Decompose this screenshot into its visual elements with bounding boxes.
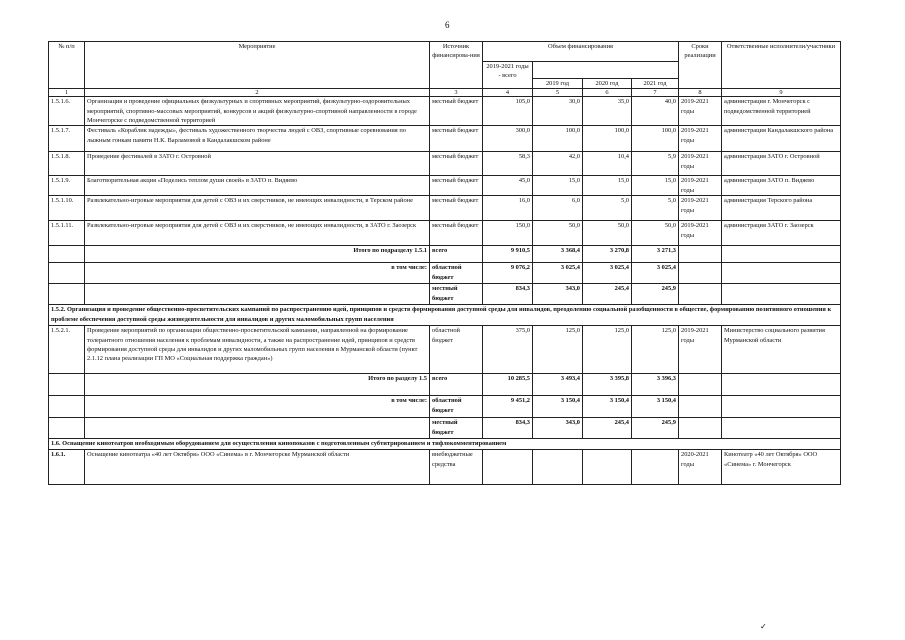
row-num: 1.5.1.7. (49, 126, 85, 152)
header-source: Источник финансирова-ния (430, 42, 483, 89)
table-row (49, 221, 841, 246)
row-responsible: администрация Терского района (722, 196, 841, 221)
header-num: № п/п (49, 42, 85, 89)
check-mark: ✓ (760, 622, 767, 631)
header-year-2021: 2021 год (632, 79, 679, 89)
table-row (49, 126, 841, 152)
row-responsible: Министерство социального развития Мурманской области (722, 326, 841, 374)
row-num: 1.5.1.6. (49, 97, 85, 126)
row-event: Развлекательно-игровые мероприятия для детей с ОВЗ и их сверстников, не имеющих инвалидности, в ЗАТО г. Заозерск (85, 221, 430, 246)
subtotal-label: Итого по разделу 1.5 (85, 374, 430, 396)
row-2021: 5,0 (632, 196, 679, 221)
table-row (49, 176, 841, 196)
row-2021: 125,0 (632, 326, 679, 374)
subtotal-local-row: местный бюджет 834,3 343,0 245,4 245,9 (49, 284, 841, 305)
including-label: в том числе: (85, 396, 430, 418)
row-responsible: администрация г. Мончегорск с подведомственной территорией (722, 97, 841, 126)
row-terms: 2019-2021 годы (679, 196, 722, 221)
row-2020 (583, 450, 632, 485)
row-2020: 15,0 (583, 176, 632, 196)
including-label: в том числе: (85, 263, 430, 284)
row-2019 (533, 450, 583, 485)
row-total: 105,0 (483, 97, 533, 126)
row-terms: 2019-2021 годы (679, 97, 722, 126)
row-event: Организация и проведение официальных физкультурных и спортивных мероприятий, физкультурно-оздоровительных мероприятий, спортивно-массовых мероприятий, конкурсов и акций физкультурно-спортивной направленности в городе Мончегорске с подведомственной территорией (85, 97, 430, 126)
row-num: 1.5.1.9. (49, 176, 85, 196)
header-volume: Объем финансирования (483, 42, 679, 62)
row-event: Оснащение кинотеатра «40 лет Октября» ООО «Синема» в г. Мончегорске Мурманской области (85, 450, 430, 485)
header-event: Мероприятие (85, 42, 430, 89)
row-total: 300,0 (483, 126, 533, 152)
row-2020: 100,0 (583, 126, 632, 152)
row-event: Благотворительная акция «Поделись теплом души своей» в ЗАТО п. Видяево (85, 176, 430, 196)
row-terms: 2019-2021 годы (679, 126, 722, 152)
row-responsible: администрация ЗАТО г. Заозерск (722, 221, 841, 246)
row-2020: 125,0 (583, 326, 632, 374)
header-responsible: Ответственные исполнители/участники (722, 42, 841, 89)
row-2021: 15,0 (632, 176, 679, 196)
column-index-row: 1 2 3 4 5 6 7 8 9 (49, 89, 841, 97)
row-2021: 50,0 (632, 221, 679, 246)
subtotal-regional-row: в том числе: областной бюджет 9 076,2 3 025,4 3 025,4 3 025,4 (49, 263, 841, 284)
row-2019: 15,0 (533, 176, 583, 196)
row-source: местный бюджет (430, 97, 483, 126)
row-2019: 30,0 (533, 97, 583, 126)
row-num: 1.5.1.8. (49, 152, 85, 176)
row-source: местный бюджет (430, 221, 483, 246)
row-event: Развлекательно-игровые мероприятия для детей с ОВЗ и их сверстников, не имеющих инвалидности, в Терском районе (85, 196, 430, 221)
row-2020: 10,4 (583, 152, 632, 176)
row-2021: 5,9 (632, 152, 679, 176)
header-year-2019: 2019 год (533, 79, 583, 89)
row-terms: 2020-2021 годы (679, 450, 722, 485)
row-terms: 2019-2021 годы (679, 176, 722, 196)
subtotal-local-row: местный бюджет 834,3 343,0 245,4 245,9 (49, 418, 841, 439)
subtotal-row: Итого по разделу 1.5 всего 10 285,5 3 493,4 3 395,8 3 396,3 (49, 374, 841, 396)
row-event: Фестиваль «Кораблик надежды», фестиваль художественного творчества людей с ОВЗ, спортивные соревнования по лыжным гонкам памяти Н.К. Варламовой в Кандалакшском районе (85, 126, 430, 152)
row-source: областной бюджет (430, 326, 483, 374)
row-terms: 2019-2021 годы (679, 326, 722, 374)
row-source: местный бюджет (430, 126, 483, 152)
row-source: внебюджетные средства (430, 450, 483, 485)
table-row (49, 450, 841, 485)
row-2019: 100,0 (533, 126, 583, 152)
row-total (483, 450, 533, 485)
row-2020: 5,0 (583, 196, 632, 221)
table-row (49, 152, 841, 176)
row-total: 58,3 (483, 152, 533, 176)
row-terms: 2019-2021 годы (679, 221, 722, 246)
page-number: 6 (445, 20, 450, 30)
row-2020: 50,0 (583, 221, 632, 246)
row-responsible: администрация ЗАТО п. Видяево (722, 176, 841, 196)
row-source: местный бюджет (430, 196, 483, 221)
row-num: 1.5.2.1. (49, 326, 85, 374)
row-responsible: Кинотеатр «40 лет Октября» ООО «Синема» г. Мончегорск (722, 450, 841, 485)
subtotal-regional-row: в том числе: областной бюджет 9 451,2 3 150,4 3 150,4 3 150,4 (49, 396, 841, 418)
row-2019: 6,0 (533, 196, 583, 221)
row-num: 1.5.1.11. (49, 221, 85, 246)
table-row (49, 326, 841, 374)
row-2019: 50,0 (533, 221, 583, 246)
header-year-2020: 2020 год (583, 79, 632, 89)
financing-table (48, 41, 841, 485)
row-2020: 35,0 (583, 97, 632, 126)
row-event: Проведение фестивалей в ЗАТО г. Островной (85, 152, 430, 176)
header-terms: Сроки реализации (679, 42, 722, 89)
row-total: 45,0 (483, 176, 533, 196)
row-total: 375,0 (483, 326, 533, 374)
row-total: 150,0 (483, 221, 533, 246)
table-row (49, 196, 841, 221)
row-source: местный бюджет (430, 152, 483, 176)
row-num: 1.5.1.10. (49, 196, 85, 221)
header-total: 2019-2021 годы - всего (483, 62, 533, 89)
row-2021: 40,0 (632, 97, 679, 126)
row-2021: 100,0 (632, 126, 679, 152)
row-total: 16,0 (483, 196, 533, 221)
row-terms: 2019-2021 годы (679, 152, 722, 176)
row-event: Проведение мероприятий по организации общественно-просветительской кампании, направленной на формирование толерантного отношения населения к проблемам инвалидности, а также на распространение идей, принципов и средств формирования доступной среды для инвалидов и других маломобильных групп населения в Мурманской области (пункт 2.1.12 плана реализации ГП МО «Социальная поддержка граждан») (85, 326, 430, 374)
section-heading: 1.5.2. Организация и проведение общественно-просветительских кампаний по распространению идей, принципов и средств формирования доступной среды для инвалидов, преодолению социальной разобщенности в обществе, формированию позитивного отношения к проблеме обеспечения доступной среды жизнедеятельности для инвалидов и других маломобильных групп населения (49, 305, 841, 326)
section-heading: 1.6. Оснащение кинотеатров необходимым оборудованием для осуществления кинопоказов с подготовленным субтитрированием и тифлокомментированием (49, 439, 841, 450)
row-responsible: администрация Кандалакшского района (722, 126, 841, 152)
row-responsible: администрация ЗАТО г. Островной (722, 152, 841, 176)
row-2021 (632, 450, 679, 485)
row-2019: 42,0 (533, 152, 583, 176)
subtotal-label: Итого по подразделу 1.5.1 (85, 246, 430, 263)
row-source: местный бюджет (430, 176, 483, 196)
table-row (49, 97, 841, 126)
subtotal-row: Итого по подразделу 1.5.1 всего 9 910,5 3 368,4 3 270,8 3 271,3 (49, 246, 841, 263)
row-2019: 125,0 (533, 326, 583, 374)
row-num: 1.6.1. (49, 450, 85, 485)
